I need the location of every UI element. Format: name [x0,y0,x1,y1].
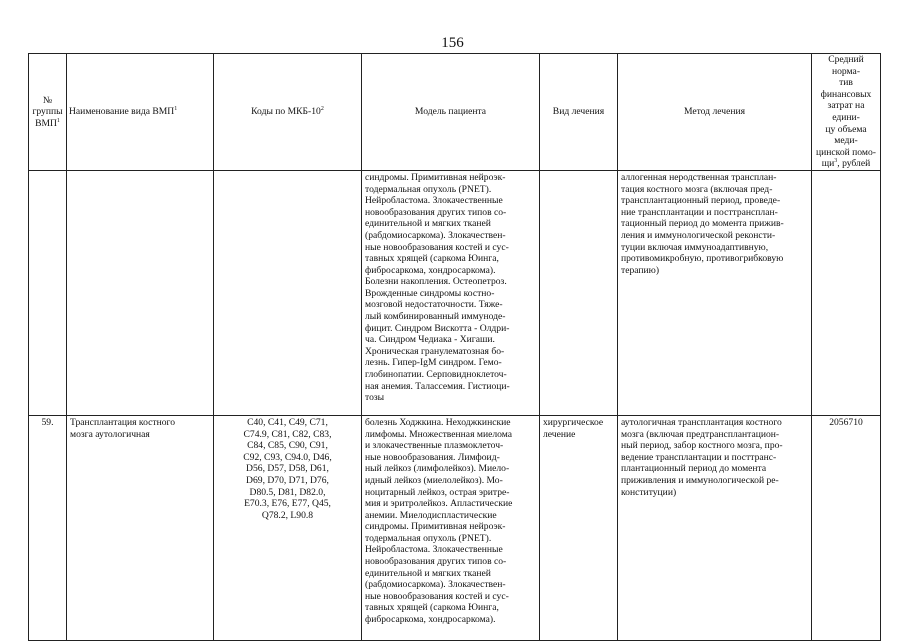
header-treatment-method: Метод лечения [618,54,812,171]
header-group-number-line3: ВМП [35,117,57,129]
page-number: 156 [441,35,464,51]
cell-treatment-type: хирургическое лечение [540,415,618,640]
cell-treatment-type [540,170,618,415]
table-row [29,415,881,640]
header-group-number [29,54,67,171]
cell-vmp-name [67,170,214,415]
cell-cost: 2056710 [812,415,881,640]
footnote-mark: 2 [320,105,324,112]
header-icd-codes [214,54,362,171]
cell-group-number [29,170,67,415]
header-icd-codes-text: Коды по МКБ-10 [251,106,321,118]
header-treatment-type: Вид лечения [540,54,618,171]
cell-patient-model: синдромы. Примитивная нейроэк- тодермальная опухоль (PNET). Нейробластома. Злокачественные новообразования других типов со- единительной и мягких тканей (рабдомиосаркома). Злокачествен- ные новообразования костей и сус- тавных хрящей (саркома Юинга, фибросаркома, хондросаркома). Болезни накопления. Остеопетроз. Врожденные синдромы костно- мозговой недостаточности. Тяже- лый комбинированный иммуноде- фицит. Синдром Вискотта - Олдри- ча. Синдром Чедиака - Хигаши. Хроническая гранулематозная бо- лезнь. Гипер-IgM синдром. Гемо- глобинопатии. Серповидноклеточ- ная анемия. Талассемия. Гистиоци- тозы [362,170,540,415]
footnote-mark: 1 [56,117,60,124]
cell-vmp-name: Трансплантация костного мозга аутологичная [67,415,214,640]
cell-treatment-method: аутологичная трансплантация костного мозга (включая предтрансплантацион- ный период, забор костного мозга, про- ведение трансплантации и посттранс- плантационный период до момента приживления и иммунологической ре- конституции) [618,415,812,640]
cell-treatment-method: аллогенная неродственная трансплан- тация костного мозга (включая пред- трансплантационный период, проведе- ние трансплантации и посттрансплан- тационный период до момента прижив- ления и иммунологической реконсти- туции включая иммуноадаптивную, противомикробную, противогрибковую терапию) [618,170,812,415]
cell-icd-codes [214,170,362,415]
header-cost [812,54,881,171]
header-vmp-name-text: Наименование вида ВМП [69,106,175,118]
cell-group-number: 59. [29,415,67,640]
vmp-table [28,53,881,641]
cell-cost [812,170,881,415]
header-patient-model: Модель пациента [362,54,540,171]
footnote-mark: 3 [834,158,838,165]
cell-icd-codes: C40, C41, C49, C71, C74.9, C81, C82, C83, C84, C85, C90, C91, C92, C93, C94.0, D46, D56, D57, D58, D61, D69, D70, D71, D76, D80.5, D81, D82.0, E70.3, E76, E77, Q45, Q78.2, L90.8 [214,415,362,640]
cell-patient-model: болезнь Ходжкина. Неходжкинские лимфомы. Множественная миелома и злокачественные плазмоклеточ- ные новообразования. Лимфоид- ный лейкоз (лимфолейкоз). Миело- идный лейкоз (миелолейкоз). Мо- ноцитарный лейкоз, острая эритре- мия и эритролейкоз. Апластические анемии. Миелодиспластические синдромы. Примитивная нейроэк- тодермальная опухоль (PNET). Нейробластома. Злокачественные новообразования других типов со- единительной и мягких тканей (рабдомиосаркома). Злокачествен- ные новообразования костей и сус- тавных хрящей (саркома Юинга, фибросаркома, хондросаркома). [362,415,540,640]
header-group-number-line2: группы [32,106,63,118]
header-vmp-name [67,54,214,171]
table-row [29,170,881,415]
footnote-mark: 1 [174,105,178,112]
header-cost-text: Средний норма- тив финансовых затрат на едини- цу объема меди- цинской помо- щи [816,54,876,170]
header-cost-suffix: , рублей [837,158,871,170]
header-group-number-line1: № [42,94,53,106]
table-header-row [29,54,881,171]
